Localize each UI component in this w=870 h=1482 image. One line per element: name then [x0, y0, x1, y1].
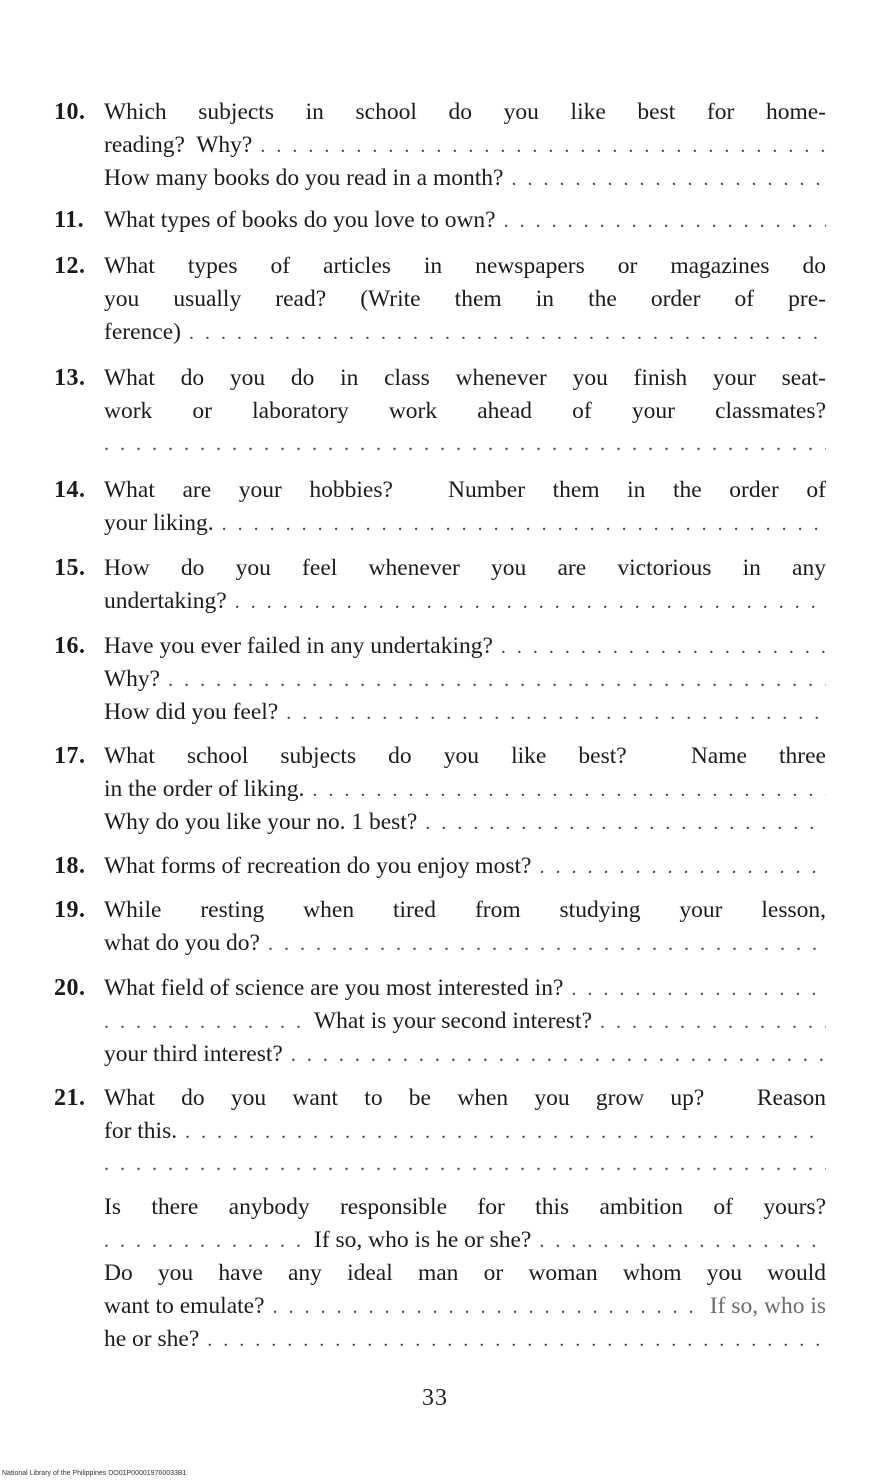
answer-line[interactable] — [104, 850, 826, 883]
question-item — [54, 250, 826, 349]
answer-line[interactable] — [104, 162, 826, 195]
line-text: If so, who is he or she? — [314, 1227, 532, 1253]
line-text: your liking. — [104, 510, 214, 536]
answer-leader-dots — [260, 130, 826, 162]
answer-line[interactable] — [104, 507, 826, 540]
question-number: 18. — [54, 853, 86, 879]
question-text — [104, 1082, 826, 1356]
line-text: reading? Why? — [104, 132, 253, 158]
answer-leader-dots — [511, 163, 826, 195]
question-item — [54, 204, 826, 237]
answer-leader-dots — [222, 508, 826, 540]
question-line — [104, 1082, 826, 1115]
line-text: Which subjects in school do you like best for home- — [104, 99, 826, 125]
answer-line[interactable] — [104, 630, 826, 663]
question-line — [104, 1191, 826, 1224]
answer-leader-dots — [207, 1324, 826, 1356]
question-number: 11. — [54, 207, 85, 233]
answer-leader-dots — [286, 697, 826, 729]
line-text: in the order of liking. — [104, 776, 305, 802]
line-text: what do you do? — [104, 930, 260, 956]
question-text — [104, 552, 826, 618]
answer-line[interactable] — [104, 1148, 826, 1181]
line-text: he or she? — [104, 1326, 200, 1352]
question-text — [104, 474, 826, 540]
answer-leader-dots — [185, 1116, 826, 1148]
question-number: 16. — [54, 633, 86, 659]
question-text — [104, 96, 826, 195]
line-text: How do you feel whenever you are victorious in any — [104, 555, 826, 581]
answer-leader-dots — [268, 928, 826, 960]
question-line — [104, 250, 826, 283]
line-text: What forms of recreation do you enjoy most? — [104, 853, 532, 879]
answer-line[interactable] — [104, 1038, 826, 1071]
line-text: What field of science are you most interested in? — [104, 975, 564, 1001]
line-text: want to emulate? — [104, 1293, 265, 1319]
answer-line[interactable] — [104, 806, 826, 839]
answer-line[interactable] — [104, 316, 826, 349]
line-text: Do you have any ideal man or woman whom you would — [104, 1260, 826, 1286]
line-text: Is there anybody responsible for this ambition of yours? — [104, 1194, 826, 1220]
line-text: What is your second interest? — [314, 1008, 592, 1034]
answer-leader-dots — [273, 1291, 702, 1323]
answer-leader-dots — [104, 428, 826, 461]
answer-line[interactable] — [104, 585, 826, 618]
answer-leader-dots — [104, 1148, 826, 1181]
question-item — [54, 96, 826, 195]
question-text — [104, 740, 826, 839]
question-number: 17. — [54, 743, 86, 769]
question-line — [104, 894, 826, 927]
question-text — [104, 972, 826, 1071]
answer-line[interactable] — [104, 129, 826, 162]
question-number: 19. — [54, 897, 86, 923]
answer-leader-dots — [312, 774, 826, 806]
page-number: 33 — [422, 1385, 448, 1411]
question-item — [54, 474, 826, 540]
answer-leader-dots — [291, 1039, 826, 1071]
question-number: 13. — [54, 365, 86, 391]
line-tail-text: If so, who is — [709, 1293, 826, 1319]
question-item — [54, 972, 826, 1071]
answer-leader-dots — [168, 664, 826, 696]
question-line — [104, 395, 826, 428]
line-text: What types of books do you love to own? — [104, 207, 496, 233]
question-number: 21. — [54, 1085, 86, 1111]
question-line — [104, 362, 826, 395]
line-text: How did you feel? — [104, 699, 279, 725]
line-text: Why? — [104, 666, 161, 692]
answer-line[interactable] — [104, 663, 826, 696]
question-item — [54, 740, 826, 839]
line-text: What types of articles in newspapers or magazines do — [104, 253, 826, 279]
question-text — [104, 204, 826, 237]
question-text — [104, 894, 826, 960]
answer-leader-dots — [501, 631, 826, 663]
question-number: 15. — [54, 555, 86, 581]
line-text: work or laboratory work ahead of your classmates? — [104, 398, 826, 424]
archive-footer: National Library of the Philippines DO01P000019760033B1 — [2, 1470, 187, 1477]
line-text: undertaking? — [104, 588, 227, 614]
question-number: 20. — [54, 975, 86, 1001]
question-text — [104, 362, 826, 461]
question-text — [104, 630, 826, 729]
question-number: 14. — [54, 477, 86, 503]
answer-leader-dots — [425, 807, 826, 839]
answer-line[interactable] — [104, 1323, 826, 1356]
answer-leader-dots — [571, 973, 826, 1005]
question-item — [54, 1082, 826, 1356]
line-text: What are your hobbies? Number them in the order of — [104, 477, 826, 503]
line-text: How many books do you read in a month? — [104, 165, 504, 191]
question-line — [104, 552, 826, 585]
answer-line[interactable] — [104, 696, 826, 729]
question-number: 10. — [54, 99, 86, 125]
line-text: What school subjects do you like best? Name three — [104, 743, 826, 769]
question-line — [104, 474, 826, 507]
answer-line[interactable] — [104, 927, 826, 960]
answer-line[interactable] — [104, 1290, 826, 1323]
answer-leader-dots — [104, 1006, 304, 1038]
question-item — [54, 630, 826, 729]
answer-leader-dots — [600, 1006, 826, 1038]
answer-line[interactable] — [104, 428, 826, 461]
question-text — [104, 850, 826, 883]
answer-leader-dots — [104, 1225, 304, 1257]
answer-leader-dots — [539, 851, 826, 883]
question-item — [54, 362, 826, 461]
answer-line[interactable] — [104, 773, 826, 806]
line-text: for this. — [104, 1118, 178, 1144]
answer-leader-dots — [235, 586, 826, 618]
answer-line[interactable] — [104, 1224, 826, 1257]
question-item — [54, 552, 826, 618]
answer-line[interactable] — [104, 1115, 826, 1148]
answer-line[interactable] — [104, 1005, 826, 1038]
answer-line[interactable] — [104, 972, 826, 1005]
line-text: While resting when tired from studying your lesson, — [104, 897, 826, 923]
question-item — [54, 894, 826, 960]
line-text: ference) — [104, 319, 181, 345]
question-number: 12. — [54, 253, 86, 279]
answer-leader-dots — [539, 1225, 826, 1257]
line-text: Have you ever failed in any undertaking? — [104, 633, 493, 659]
line-text: Why do you like your no. 1 best? — [104, 809, 418, 835]
line-text: your third interest? — [104, 1041, 283, 1067]
line-text: you usually read? (Write them in the order of pre- — [104, 286, 826, 312]
answer-leader-dots — [189, 317, 826, 349]
question-line — [104, 283, 826, 316]
question-line — [104, 740, 826, 773]
question-line — [104, 96, 826, 129]
answer-line[interactable] — [104, 204, 826, 237]
line-text: What do you want to be when you grow up? Reason — [104, 1085, 826, 1111]
answer-leader-dots — [504, 205, 826, 237]
question-line — [104, 1257, 826, 1290]
question-text — [104, 250, 826, 349]
line-text: What do you do in class whenever you finish your seat- — [104, 365, 826, 391]
question-item — [54, 850, 826, 883]
